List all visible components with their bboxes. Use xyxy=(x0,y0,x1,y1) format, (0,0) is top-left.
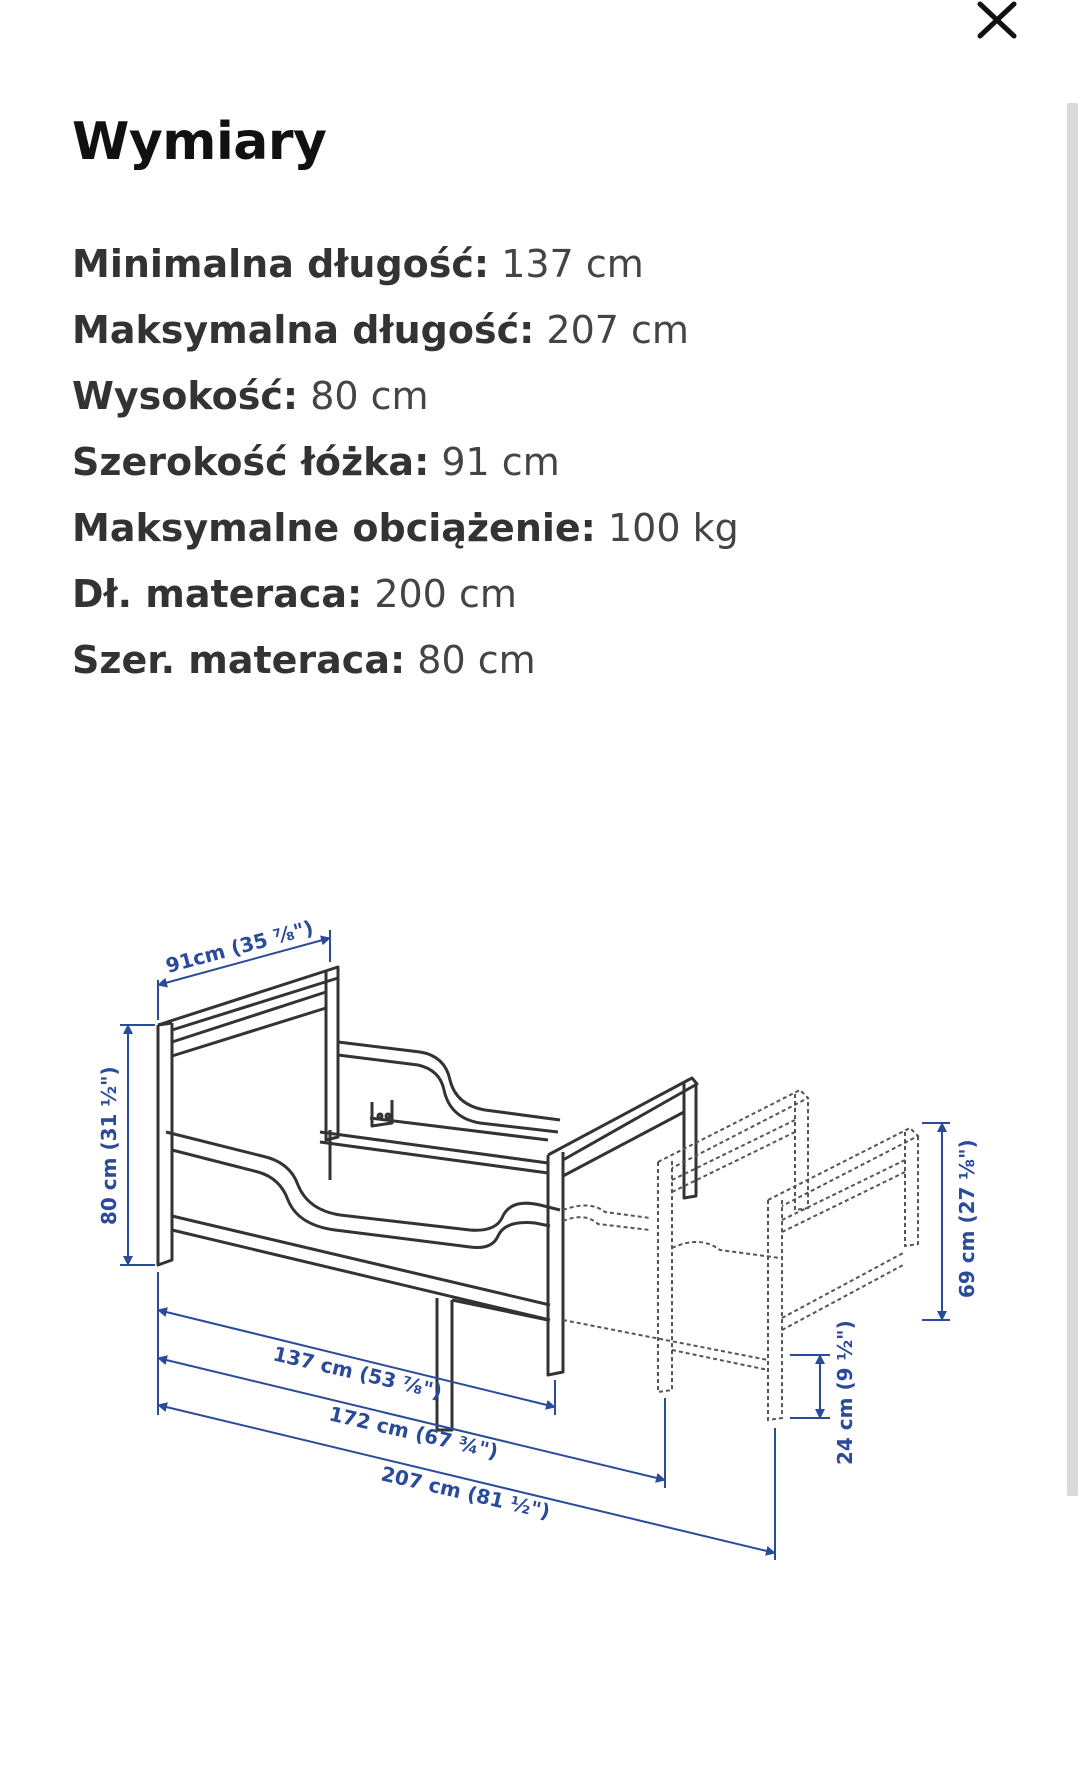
mid-length-label: 172 cm (67 ¾") xyxy=(326,1401,501,1464)
max-length-label: 207 cm (81 ½") xyxy=(378,1461,553,1524)
base-height-label: 24 cm (9 ½") xyxy=(833,1320,857,1465)
spec-value: 91 cm xyxy=(441,440,560,484)
spec-label: Minimalna długość: xyxy=(72,242,490,286)
extension-height-label: 69 cm (27 ⅛") xyxy=(955,1139,979,1298)
close-icon xyxy=(965,0,1027,44)
spec-height xyxy=(72,363,739,429)
spec-label: Szerokość łóżka: xyxy=(72,440,430,484)
spec-label: Maksymalna długość: xyxy=(72,308,535,352)
spec-label: Dł. materaca: xyxy=(72,572,363,616)
spec-value: 207 cm xyxy=(546,308,689,352)
spec-mattress-length xyxy=(72,561,739,627)
spec-bed-width xyxy=(72,429,739,495)
spec-max-length xyxy=(72,297,739,363)
spec-label: Wysokość: xyxy=(72,374,299,418)
spec-mattress-width xyxy=(72,627,739,693)
spec-value: 80 cm xyxy=(417,638,536,682)
bed-dimension-diagram xyxy=(0,880,1000,1580)
spec-max-load xyxy=(72,495,739,561)
spec-list xyxy=(72,231,739,693)
min-length-label: 137 cm (53 ⅞") xyxy=(270,1341,445,1404)
bed-frame-drawing xyxy=(158,967,697,1430)
scrollbar[interactable] xyxy=(1067,103,1078,1496)
height-dimension-label: 80 cm (31 ½") xyxy=(97,1066,121,1225)
close-button[interactable] xyxy=(965,0,1027,44)
spec-value: 100 kg xyxy=(607,506,739,550)
spec-value: 137 cm xyxy=(501,242,644,286)
spec-value: 80 cm xyxy=(310,374,429,418)
dimension-lines xyxy=(120,930,950,1560)
spec-label: Maksymalne obciążenie: xyxy=(72,506,596,550)
bed-extension-dashed xyxy=(563,1090,918,1420)
spec-label: Szer. materaca: xyxy=(72,638,406,682)
width-dimension-label: 91cm (35 ⅞") xyxy=(163,915,316,978)
spec-value: 200 cm xyxy=(374,572,517,616)
page-title: Wymiary xyxy=(72,112,327,172)
spec-min-length xyxy=(72,231,739,297)
